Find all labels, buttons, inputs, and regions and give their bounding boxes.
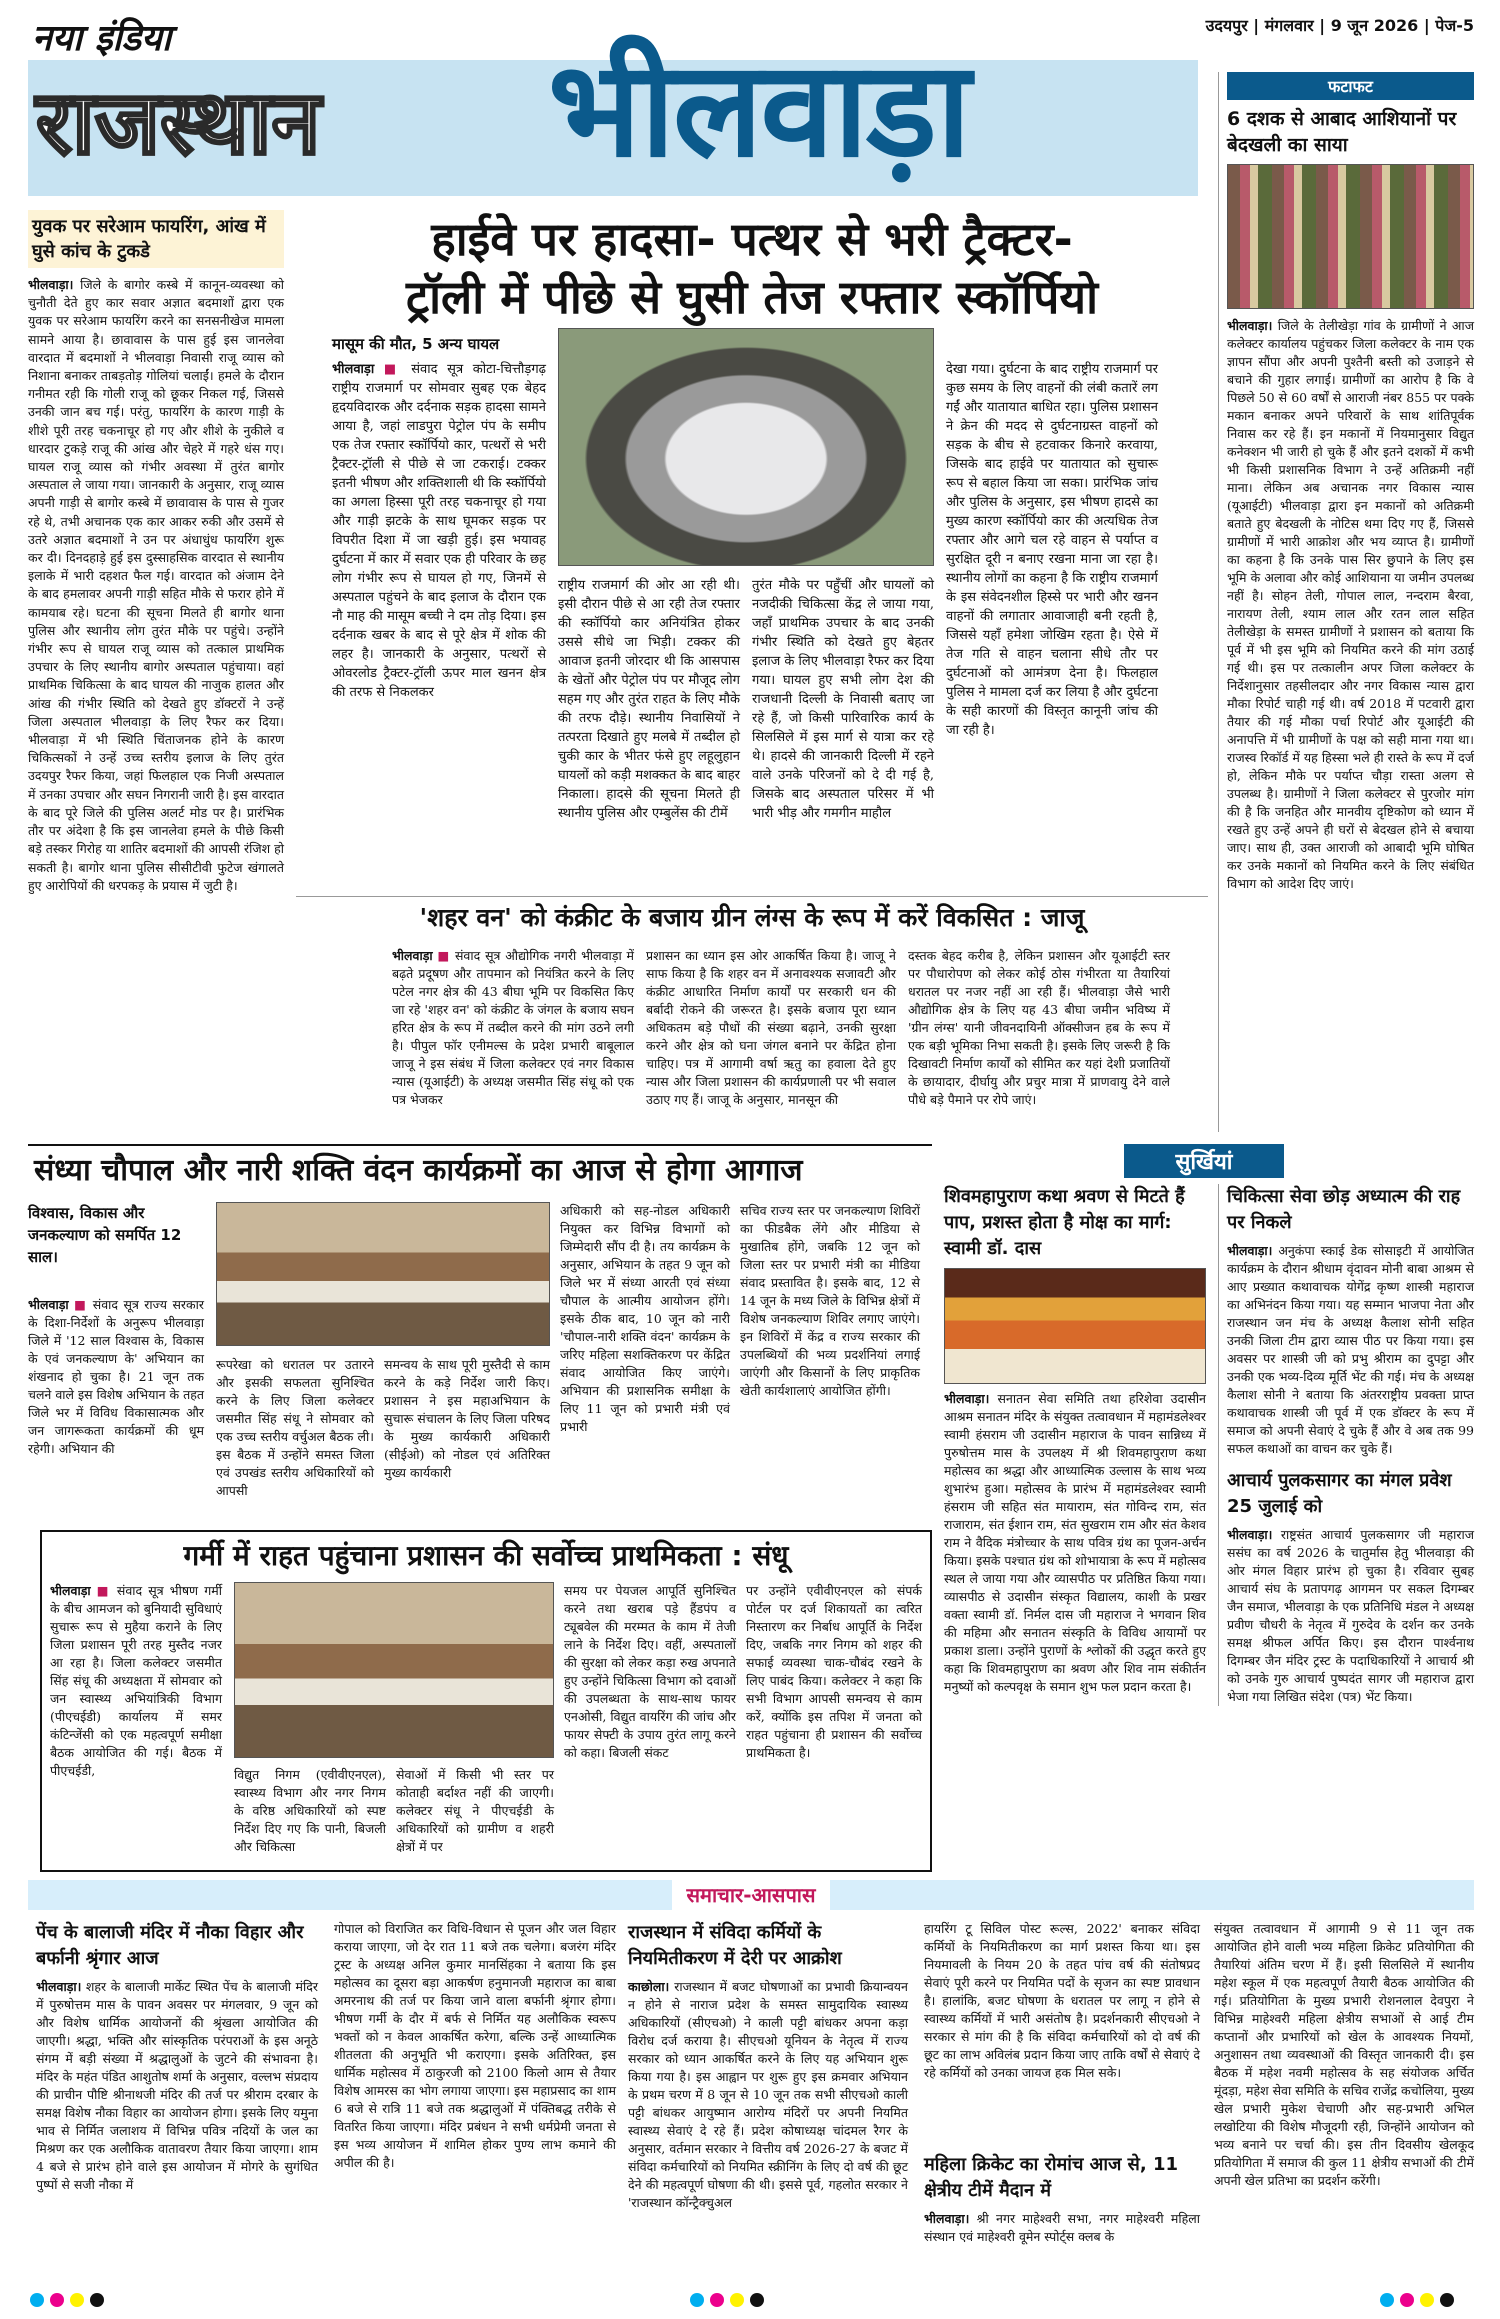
balaji-body-2: गोपाल को विराजित कर विधि-विधान से पूजन और जल विहार कराया जाएगा, जो देर रात 11 बजे तक चलेगा। बजरंग मंदिर ट्रस्ट के अध्यक्ष अनिल कुमार मानसिंहका ने बताया कि इस महोत्सव का दूसरा बड़ा आकर्षण हनुमानजी महाराज का बाबा अमरनाथ की तर्ज पर किया जाने वाला बर्फानी श्रृंगार होगा। भीषण गर्मी के दौर में बर्फ से निर्मित यह अलौकिक स्वरूप भक्तों को न केवल आकर्षित करेगा, बल्कि उन्हें आध्यात्मिक शीतलता की अनुभूति भी कराएगा। इसके अतिरिक्त, इस धार्मिक महोत्सव में ठाकुरजी को 2100 किलो आम से तैयार विशेष आमरस का भोग लगाया जाएगा। इस महाप्रसाद का शाम 6 बजे से रात्रि 11 बजे तक श्रद्धालुओं में पंक्तिबद्ध तरीके से वितरित किया जाएगा। मंदिर प्रबंधन ने सभी धर्मप्रेमी जनता से इस भव्य आयोजन में शामिल होकर पुण्य लाभ कमाने की अपील की है। (334, 1921, 616, 2170)
balaji-body: शहर के बालाजी मार्केट स्थित पेंच के बालाजी मंदिर में पुरुषोत्तम मास के पावन अवसर पर मंगलवार, 9 जून को और विशेष धार्मिक आयोजनों की श्रृंखला आयोजित की जाएगी। श्रद्धा, भक्ति और सांस्कृतिक परंपराओं के इस अनूठे संगम में बड़ी संख्या में श्रद्धालुओं के जुटने की संभावना है। मंदिर के महंत पंडित आशुतोष शर्मा के अनुसार, वल्लभ संप्रदाय की प्राचीन पौष्टि श्रीनाथजी मंदिर की तर्ज पर श्रीराम दरबार के समक्ष विशेष नौका विहार का आयोजन होगा। इसके लिए यमुना भाव से निर्मित जलाशय में विभिन्न पवित्र नदियों के जल का मिश्रण कर एक अलौकिक वातावरण तैयार किया जाएगा। शाम 4 बजे से प्रारंभ होने वाले इस आयोजन में मोगरे के सुगंधित पुष्पों से सजी नौका में (36, 1979, 318, 2192)
source-tag: संवाद सूत्र (116, 1583, 164, 1598)
dateline: भीलवाड़ा (332, 362, 375, 377)
city-title: भीलवाड़ा (548, 33, 969, 187)
garmi-headline: गर्मी में राहत पहुंचाना प्रशासन की सर्वोच्च प्राथमिकता : संधू (183, 1539, 789, 1572)
dateline: भीलवाड़ा। (924, 2211, 970, 2226)
surkhiyan-story-2 (1218, 1184, 1474, 1706)
surkhiyan-tag: सुर्खियां (1124, 1144, 1284, 1178)
lead-story: हाईवे पर हादसा- पत्थर से भरी ट्रैक्टर- ट्रॉली में पीछे से घुसी तेज रफ्तार स्कॉर्पियो मासूम की मौत, 5 अन्य घायल भीलवाड़ा ■ संवाद सूत्र कोटा-चित्तौड़गढ़ राष्ट्रीय राजमार्ग पर सोमवार सुबह एक बेहद हृदयविदारक और दर्दनाक सड़क हादसा सामने आया है, जहां लाडपुरा पेट्रोल पंप के समीप एक तेज रफ्तार स्कॉर्पियो कार, पत्थरों से भरी ट्रैक्टर-ट्रॉली से पीछे से जा टकराई। टक्कर इतनी भीषण और शक्तिशाली थी कि स्कॉर्पियो का अगला हिस्सा पूरी तरह चकनाचूर हो गया और गाड़ी झटके के साथ घूमकर सड़क पर विपरीत दिशा में जा खड़ी हुई। इस भयावह दुर्घटना में कार में सवार एक ही परिवार के छह लोग गंभीर रूप से घायल हो गए, जिनमें से अस्पताल पहुंचने के बाद इलाज के दौरान एक नौ माह की मासूम बच्ची ने दम तोड़ दिया। इस दर्दनाक खबर के बाद से पूरे क्षेत्र में शोक की लहर है। जानकारी के अनुसार, पत्थरों से ओवरलोड ट्रैक्टर-ट्रॉली ऊपर माल खनन क्षेत्र की तरफ से निकलकर राष्ट्रीय राजमार्ग की ओर आ रही थी। इसी दौरान पीछे से आ रही तेज रफ्तार की स्कॉर्पियो कार अनियंत्रित होकर उससे सीधे जा भिड़ी। टक्कर की आवाज इतनी जोरदार थी कि आसपास के खेतों और पेट्रोल पंप पर मौजूद लोग सहम गए और तुरंत राहत के लिए मौके की तरफ दौड़े। स्थानीय निवासियों ने तत्परता दिखाते हुए मलबे में तब्दील हो चुकी कार के भीतर फंसे हुए लहूलुहान घायलों को कड़ी मशक्कत के बाद बाहर निकाला। हादसे की सूचना मिलते ही स्थानीय पुलिस और एम्बुलेंस की टीमें तुरंत मौके पर पहुँचीं और घायलों को नजदीकी चिकित्सा केंद्र ले जाया गया, जहाँ प्राथमिक उपचार के बाद उनकी गंभीर स्थिति को देखते हुए बेहतर इलाज के लिए भीलवाड़ा रैफर कर दिया गया। घायल हुए सभी लोग देश की राजधानी दिल्ली के निवासी बताए जा रहे हैं, जो किसी पारिवारिक कार्य के सिलसिले में इस मार्ग से यात्रा कर रहे थे। हादसे की जानकारी दिल्ली में रहने वाले उनके परिजनों को दे दी गई है, जिसके बाद अस्पताल परिसर में भी भारी भीड़ और गमगीन माहौल देखा गया। दुर्घटना के बाद राष्ट्रीय राजमार्ग पर कुछ समय के लिए वाहनों की लंबी कतारें लग गईं और यातायात बाधित रहा। पुलिस प्रशासन ने क्रेन की मदद से दुर्घटनाग्रस्त वाहनों को सड़क के बीच से हटवाकर किनारे करवाया, जिसके बाद हाईवे पर यातायात को सुचारू रूप से बहाल किया जा सका। प्रारंभिक जांच और पुलिस के अनुसार, इस भीषण हादसे का मुख्य कारण स्कॉर्पियो कार की अत्यधिक तेज रफ्तार और आगे चल रहे वाहन से पर्याप्त व सुरक्षित दूरी न बनाए रखना माना जा रहा है। स्थानीय लोगों का कहना है कि राष्ट्रीय राजमार्ग के इस संवेदनशील हिस्से पर भारी और खनन वाहनों की लगातार आवाजाही बनी रहती है, जिससे यहाँ हमेशा जोखिम रहता है। ऐसे में तेज गति से वाहन चलाना सीधे तौर पर दुर्घटनाओं को आमंत्रण देना है। फिलहाल पुलिस ने मामला दर्ज कर लिया है और दुर्घटना के सही कारणों की विस्तृत कानूनी जांच की जा रही है। (296, 210, 1208, 890)
brand-logo: नया इंडिया (32, 18, 172, 59)
source-tag: संवाद सूत्र (92, 1297, 139, 1312)
sandhya-kicker: विश्वास, विकास और जनकल्याण को समर्पित 12 साल। (28, 1204, 182, 1266)
state-title: राजस्थान (36, 71, 321, 174)
garmi-col-2: विद्युत निगम (एवीवीएनएल), स्वास्थ्य विभाग और नगर निगम के वरिष्ठ अधिकारियों को स्पष्ट निर्देश दिए गए कि पानी, बिजली और चिकित्सा (234, 1767, 386, 1854)
firing-story (28, 210, 284, 1140)
fatafat-headline: 6 दशक से आबाद आशियानों पर बेदखली का साया (1227, 108, 1457, 156)
dateline: भीलवाड़ा। (1227, 1243, 1273, 1258)
aaspaas-tag: समाचार-आसपास (672, 1880, 829, 1910)
lead-col-2: राष्ट्रीय राजमार्ग की ओर आ रही थी। इसी दौरान पीछे से आ रही तेज रफ्तार की स्कॉर्पियो कार अनियंत्रित होकर उससे सीधे जा भिड़ी। टक्कर की आवाज इतनी जोरदार थी कि आसपास के खेतों और पेट्रोल पंप पर मौजूद लोग सहम गए और तुरंत राहत के लिए मौके की तरफ दौड़े। स्थानीय निवासियों ने तत्परता दिखाते हुए मलबे में तब्दील हो चुकी कार के भीतर फंसे हुए लहूलुहान घायलों को कड़ी मशक्कत के बाद बाहर निकाला। हादसे की सूचना मिलते ही स्थानीय पुलिस और एम्बुलेंस की टीमें (558, 578, 740, 821)
garmi-col-5: पर उन्होंने एवीवीएनएल को संपर्क पोर्टल पर दर्ज शिकायतों का त्वरित निस्तारण कर निर्बाध आपूर्ति के निर्देश दिए, जबकि नगर निगम को शहर की सफाई व्यवस्था चाक-चौबंद रखने के लिए पाबंद किया। कलेक्टर ने कहा कि सभी विभाग आपसी समन्वय से काम करें, क्योंकि इस तपिश में जनता को राहत पहुंचाना ही प्रशासन की सर्वोच्च प्राथमिकता है। (746, 1583, 922, 1760)
samvida-body: राजस्थान में बजट घोषणाओं का प्रभावी क्रियान्वयन न होने से नाराज प्रदेश के समस्त सामुदायिक स्वास्थ्य अधिकारियों (सीएचओ) ने काली पट्टी बांधकर अपना कड़ा विरोध दर्ज कराया है। सीएचओ यूनियन के नेतृत्व में राज्य सरकार को ध्यान आकर्षित करने के लिए यह अभियान शुरू किया गया है। इस आह्वान पर शुरू हुए इस क्रमवार अभियान के प्रथम चरण में 8 जून से 10 जून तक सभी सीएचओ काली पट्टी बांधकर आयुष्मान आरोग्य मंदिरों पर अपनी नियमित स्वास्थ्य सेवाएं दे रहे हैं। प्रदेश कोषाध्यक्ष चांदमल रैगर के अनुसार, वर्तमान सरकार ने वित्तीय वर्ष 2026-27 के बजट में संविदा कर्मचारियों को नियमित स्क्रीनिंग के लिए दो वर्ष की छूट देने की महत्वपूर्ण घोषणा की थी। इससे पूर्व, गहलोत सरकार ने 'राजस्थान कॉन्ट्रैक्चुअल (628, 1979, 908, 2210)
lead-col-1: कोटा-चित्तौड़गढ़ राष्ट्रीय राजमार्ग पर सोमवार सुबह एक बेहद हृदयविदारक और दर्दनाक सड़क हादसा सामने आया है, जहां लाडपुरा पेट्रोल पंप के समीप एक तेज रफ्तार स्कॉर्पियो कार, पत्थरों से भरी ट्रैक्टर-ट्रॉली से पीछे से जा टकराई। टक्कर इतनी भीषण और शक्तिशाली थी कि स्कॉर्पियो का अगला हिस्सा पूरी तरह चकनाचूर हो गया और गाड़ी झटके के साथ घूमकर सड़क पर विपरीत दिशा में जा खड़ी हुई। इस भयावह दुर्घटना में कार में सवार एक ही परिवार के छह लोग गंभीर रूप से घायल हो गए, जिनमें से अस्पताल पहुंचने के बाद इलाज के दौरान एक नौ माह की मासूम बच्ची ने दम तोड़ दिया। इस दर्दनाक खबर के बाद से पूरे क्षेत्र में शोक की लहर है। जानकारी के अनुसार, पत्थरों से ओवरलोड ट्रैक्टर-ट्रॉली ऊपर माल खनन क्षेत्र की तरफ से निकलकर (332, 362, 546, 700)
shahar-van-col-1: औद्योगिक नगरी भीलवाड़ा में बढ़ते प्रदूषण और तापमान को नियंत्रित करने के लिए पटेल नगर क्षेत्र की 43 बीघा भूमि पर विकसित किए जा रहे 'शहर वन' को कंक्रीट के जंगल के बजाय सघन हरित क्षेत्र के रूप में तब्दील करने की मांग उठने लगी है। पीपुल फॉर एनीमल्स के प्रदेश प्रभारी बाबूलाल जाजू ने इस संबंध में जिला कलेक्टर एवं नगर विकास न्यास (यूआईटी) के अध्यक्ष जसमीत सिंह संधू को एक पत्र भेजकर (392, 948, 634, 1107)
chikitsa-headline: चिकित्सा सेवा छोड़ अध्यात्म की राह पर निकले (1227, 1186, 1461, 1233)
dateline: भीलवाड़ा (392, 948, 433, 963)
garmi-col-4: समय पर पेयजल आपूर्ति सुनिश्चित करने तथा खराब पड़े हैंडपंप व ट्यूबवेल की मरम्मत के काम में तेजी लाने के निर्देश दिए। वहीं, अस्पतालों की सुरक्षा को लेकर कड़ा रुख अपनाते हुए उन्होंने चिकित्सा विभाग को दवाओं की उपलब्धता के साथ-साथ फायर एनओसी, विद्युत वायरिंग की जांच और फायर सेफ्टी के उपाय तुरंत लागू करने को कहा। बिजली संकट (564, 1583, 736, 1760)
cricket-body: श्री नगर माहेश्वरी सभा, नगर माहेश्वरी महिला संस्थान एवं माहेश्वरी वूमेन स्पोर्ट्स क्लब के (924, 2211, 1200, 2244)
aaspaas-band (28, 1880, 1474, 1910)
dateline: काछोला। (628, 1979, 670, 1994)
dateline: भीलवाड़ा। (36, 1979, 82, 1994)
shahar-van-col-3: दस्तक बेहद करीब है, लेकिन प्रशासन और यूआईटी स्तर पर पौधारोपण को लेकर कोई ठोस गंभीरता या तैयारियां धरातल पर नजर नहीं आ रही हैं। भीलवाड़ा जैसे भारी औद्योगिक क्षेत्र के लिए यह 43 बीघा जमीन भविष्य में 'ग्रीन लंग्स' यानी जीवनदायिनी ऑक्सीजन हब के रूप में एक बड़ी भूमिका निभा सकती है। इसके लिए जरूरी है कि दिखावटी निर्माण कार्यों को सीमित कर यहां देशी प्रजातियों के छायादार, दीर्घायु और प्रचुर मात्रा में प्राणवायु देने वाले पौधे बड़े पैमाने पर रोपे जाएं। (908, 948, 1170, 1107)
fatafat-photo (1227, 164, 1474, 309)
accident-photo (558, 328, 934, 566)
firing-headline: युवक पर सरेआम फायरिंग, आंख में घुसे कांच के टुकडे (28, 210, 284, 268)
shahar-van-story: 'शहर वन' को कंक्रीट के बजाय ग्रीन लंग्स के रूप में करें विकसित : जाजू भीलवाड़ा ■ संवाद सूत्र औद्योगिक नगरी भीलवाड़ा में बढ़ते प्रदूषण और तापमान को नियंत्रित करने के लिए पटेल नगर क्षेत्र की 43 बीघा भूमि पर विकसित किए जा रहे 'शहर वन' को कंक्रीट के जंगल के बजाय सघन हरित क्षेत्र के रूप में तब्दील करने की मांग उठने लगी है। पीपुल फॉर एनीमल्स के प्रदेश प्रभारी बाबूलाल जाजू ने इस संबंध में जिला कलेक्टर एवं नगर विकास न्यास (यूआईटी) के अध्यक्ष जसमीत सिंह संधू को एक पत्र भेजकर प्रशासन का ध्यान इस ओर आकर्षित किया है। जाजू ने साफ किया है कि शहर वन में अनावश्यक सजावटी और कंक्रीट आधारित निर्माण कार्यों पर सरकारी धन की बर्बादी रोकने की जरूरत है। इसके बजाय पूरा ध्यान अधिकतम बड़े पौधों की संख्या बढ़ाने, उनकी सुरक्षा करने और क्षेत्र को घना जंगल बनाने पर केंद्रित होना चाहिए। पत्र में आगामी वर्षा ऋतु का हवाला देते हुए न्यास और जिला प्रशासन की कार्यप्रणाली पर भी सवाल उठाए गए हैं। जाजू के अनुसार, मानसून की दस्तक बेहद करीब है, लेकिन प्रशासन और यूआईटी स्तर पर पौधारोपण को लेकर कोई ठोस गंभीरता या तैयारियां धरातल पर नजर नहीं आ रही हैं। भीलवाड़ा जैसे भारी औद्योगिक क्षेत्र के लिए यह 43 बीघा जमीन भविष्य में 'ग्रीन लंग्स' यानी जीवनदायिनी ऑक्सीजन हब के रूप में एक बड़ी भूमिका निभा सकती है। इसके लिए जरूरी है कि दिखावटी निर्माण कार्यों को सीमित कर यहां देशी प्रजातियों के छायादार, दीर्घायु और प्रचुर मात्रा में प्राणवायु देने वाले पौधे बड़े पैमाने पर रोपे जाएं। (296, 896, 1208, 1136)
meeting-photo (216, 1202, 550, 1346)
sandhya-col-1: राज्य सरकार के दिशा-निर्देशों के अनुरूप भीलवाड़ा जिले में '12 साल विश्वास के, विकास के एवं जनकल्याण के' अभियान का शंखनाद हो चुका है। 21 जून तक चलने वाले इस विशेष अभियान के तहत जिले भर में विविध विकासात्मक और जन जागरूकता कार्यक्रमों की धूम रहेगी। अभियान की (28, 1297, 204, 1456)
shahar-van-col-2: प्रशासन का ध्यान इस ओर आकर्षित किया है। जाजू ने साफ किया है कि शहर वन में अनावश्यक सजावटी और कंक्रीट आधारित निर्माण कार्यों पर सरकारी धन की बर्बादी रोकने की जरूरत है। इसके बजाय पूरा ध्यान अधिकतम बड़े पौधों की संख्या बढ़ाने, उनकी सुरक्षा करने और क्षेत्र को घना जंगल बनाने पर केंद्रित होना चाहिए। पत्र में आगामी वर्षा ऋतु का हवाला देते हुए न्यास और जिला प्रशासन की कार्यप्रणाली पर भी सवाल उठाए गए हैं। जाजू के अनुसार, मानसून की (646, 948, 896, 1107)
registration-marks-right (1380, 2292, 1460, 2311)
balaji-headline: पेंच के बालाजी मंदिर में नौका विहार और बर्फानी श्रृंगार आज (36, 1922, 304, 1969)
lead-col-3: तुरंत मौके पर पहुँचीं और घायलों को नजदीकी चिकित्सा केंद्र ले जाया गया, जहाँ प्राथमिक उपचार के बाद उनकी गंभीर स्थिति को देखते हुए बेहतर इलाज के लिए भीलवाड़ा रैफर कर दिया गया। घायल हुए सभी लोग देश की राजधानी दिल्ली के निवासी बताए जा रहे हैं, जो किसी पारिवारिक कार्य के सिलसिले में इस मार्ग से यात्रा कर रहे थे। हादसे की जानकारी दिल्ली में रहने वाले उनके परिजनों को दे दी गई है, जिसके बाद अस्पताल परिसर में भी भारी भीड़ और गमगीन माहौल (752, 578, 934, 821)
sandhya-story: संध्या चौपाल और नारी शक्ति वंदन कार्यक्रमों का आज से होगा आगाज विश्वास, विकास और जनकल्याण को समर्पित 12 साल। भीलवाड़ा ■ संवाद सूत्र राज्य सरकार के दिशा-निर्देशों के अनुरूप भीलवाड़ा जिले में '12 साल विश्वास के, विकास के एवं जनकल्याण के' अभियान का शंखनाद हो चुका है। 21 जून तक चलने वाले इस विशेष अभियान के तहत जिले भर में विविध विकासात्मक और जन जागरूकता कार्यक्रमों की धूम रहेगी। अभियान की रूपरेखा को धरातल पर उतारने और इसकी सफलता सुनिश्चित करने के लिए जिला कलेक्टर जसमीत सिंह संधू ने सोमवार को एक उच्च स्तरीय वर्चुअल बैठक ली। इस बैठक में उन्होंने समस्त जिला एवं उपखंड स्तरीय अधिकारियों को आपसी समन्वय के साथ पूरी मुस्तैदी से काम करने के कड़े निर्देश जारी किए। प्रशासन ने इस महाअभियान के सुचारू संचालन के लिए जिला परिषद के मुख्य कार्यकारी अधिकारी (सीईओ) को नोडल एवं अतिरिक्त मुख्य कार्यकारी अधिकारी को सह-नोडल अधिकारी नियुक्त कर विभिन्न विभागों को जिम्मेदारी सौंप दी है। तय कार्यक्रम के अनुसार, अभियान के तहत 9 जून को जिले भर में संध्या आरती एवं संध्या चौपाल के आत्मीय आयोजन होंगे। इसके ठीक बाद, 10 जून को नारी 'चौपाल-नारी शक्ति वंदन' कार्यक्रम के जरिए महिला सशक्तिकरण पर केंद्रित संवाद आयोजित किए जाएंगे। अभियान की प्रशासनिक समीक्षा के लिए 11 जून को प्रभारी मंत्री एवं प्रभारी सचिव राज्य स्तर पर जनकल्याण शिविरों का फीडबैक लेंगे और मीडिया से मुखातिब होंगे, जबकि 12 जून को जिला स्तर पर प्रभारी मंत्री का मीडिया संवाद प्रस्तावित है। इसके बाद, 12 से 14 जून के मध्य जिले के विभिन्न क्षेत्रों में विशेष जनकल्याण शिविर लगाए जाएंगे। इन शिविरों में केंद्र व राज्य सरकार की उपलब्धियों की भव्य प्रदर्शनियां लगाई जाएंगी और किसानों के लिए प्राकृतिक खेती कार्यशालाएं आयोजित होंगी। (28, 1144, 932, 1524)
source-tag: संवाद सूत्र (454, 948, 501, 963)
sandhya-col-3: समन्वय के साथ पूरी मुस्तैदी से काम करने के कड़े निर्देश जारी किए। प्रशासन ने इस महाअभियान के सुचारू संचालन के लिए जिला परिषद के मुख्य कार्यकारी अधिकारी (सीईओ) को नोडल एवं अतिरिक्त मुख्य कार्यकारी (384, 1357, 551, 1480)
source-tag: संवाद सूत्र (411, 362, 464, 377)
dateline: भीलवाड़ा। (1227, 1527, 1273, 1542)
registration-marks-left (30, 2292, 110, 2311)
lead-headline-1: हाईवे पर हादसा- पत्थर से भरी ट्रैक्टर- (431, 212, 1073, 266)
samvida-body-2: हायरिंग टू सिविल पोस्ट रूल्स, 2022' बनाकर संविदा कर्मियों के नियमितीकरण का मार्ग प्रशस्त किया था। इस नियमावली के नियम 20 के तहत पांच वर्ष की संतोषप्रद सेवाएं पूरी करने पर नियमित पदों के सृजन का स्पष्ट प्रावधान है। हालांकि, बजट घोषणा के धरातल पर लागू न होने से स्वास्थ्य कर्मियों में भारी असंतोष है। प्रदर्शनकारी सीएचओ ने सरकार से मांग की है कि संविदा कर्मचारियों को दो वर्ष की छूट का लाभ अविलंब प्रदान किया जाए ताकि वर्षों से सेवाएं दे रहे कर्मियों को उनका जायज हक मिल सके। (924, 1921, 1200, 2080)
sandhya-col-4: अधिकारी को सह-नोडल अधिकारी नियुक्त कर विभिन्न विभागों को जिम्मेदारी सौंप दी है। तय कार्यक्रम के अनुसार, अभियान के तहत 9 जून को जिले भर में संध्या आरती एवं संध्या चौपाल के आत्मीय आयोजन होंगे। इसके ठीक बाद, 10 जून को नारी 'चौपाल-नारी शक्ति वंदन' कार्यक्रम के जरिए महिला सशक्तिकरण पर केंद्रित संवाद आयोजित किए जाएंगे। अभियान की प्रशासनिक समीक्षा के लिए 11 जून को प्रभारी मंत्री एवं प्रभारी (560, 1203, 730, 1434)
aaspaas-story-1 (36, 1920, 616, 2192)
aaspaas-section (28, 1880, 1474, 2280)
dateline: भीलवाड़ा (28, 1297, 69, 1312)
fatafat-tag: फटाफट (1227, 72, 1474, 100)
fatafat-column (1218, 72, 1474, 1132)
garmi-col-1: भीषण गर्मी के बीच आमजन को बुनियादी सुविधाएं सुचारू रूप से मुहैया कराने के लिए जिला प्रशासन पूरी तरह मुस्तैद नजर आ रहा है। जिला कलेक्टर जसमीत सिंह संधू की अध्यक्षता में सोमवार को जन स्वास्थ्य अभियांत्रिकी विभाग (पीएचईडी) कार्यालय में समर कंटिन्जेंसी को एक महत्वपूर्ण समीक्षा बैठक आयोजित की गई। बैठक में पीएचईडी, (50, 1583, 222, 1778)
cricket-body-2: संयुक्त तत्वावधान में आगामी 9 से 11 जून तक आयोजित होने वाली भव्य महिला क्रिकेट प्रतियोगिता की तैयारियां अंतिम चरण में हैं। इसी सिलसिले में स्थानीय महेश स्कूल में एक महत्वपूर्ण तैयारी बैठक आयोजित की गई। प्रतियोगिता के मुख्य प्रभारी रोशनलाल देवपुरा ने विभिन्न माहेश्वरी महिला क्षेत्रीय सभाओं से आई टीम कप्तानों और प्रभारियों को खेल के आवश्यक नियमों, अनुशासन तथा व्यवस्थाओं की विस्तृत जानकारी दी। इस बैठक में महेश नवमी महोत्सव के सह संयोजक अर्चित मूंदड़ा, महेश सेवा समिति के सचिव राजेंद्र कचोलिया, मुख्य खेल प्रभारी मुकेश चेचाणी और सह-प्रभारी अभिल लखोटिया की विशेष मौजूदगी रही, जिन्होंने आयोजन को भव्य बनाने पर चर्चा की। इस तीन दिवसीय खेलकूद प्रतियोगिता में समाज की कुल 11 क्षेत्रीय सभाओं की टीमें अपनी खेल प्रतिभा का प्रदर्शन करेंगी। (1214, 1921, 1474, 2188)
dateline: भीलवाड़ा (50, 1583, 91, 1598)
sandhya-headline: संध्या चौपाल और नारी शक्ति वंदन कार्यक्रमों का आज से होगा आगाज (34, 1153, 803, 1188)
cricket-headline: महिला क्रिकेट का रोमांच आज से, 11 क्षेत्रीय टीमें मैदान में (924, 2154, 1179, 2201)
aaspaas-story-2 (628, 1920, 1208, 2244)
lead-col-4: देखा गया। दुर्घटना के बाद राष्ट्रीय राजमार्ग पर कुछ समय के लिए वाहनों की लंबी कतारें लग गईं और यातायात बाधित रहा। पुलिस प्रशासन ने क्रेन की मदद से दुर्घटनाग्रस्त वाहनों को सड़क के बीच से हटवाकर किनारे करवाया, जिसके बाद हाईवे पर यातायात को सुचारू रूप से बहाल किया जा सका। प्रारंभिक जांच और पुलिस के अनुसार, इस भीषण हादसे का मुख्य कारण स्कॉर्पियो कार की अत्यधिक तेज रफ्तार और आगे चल रहे वाहन से पर्याप्त व सुरक्षित दूरी न बनाए रखना माना जा रहा है। स्थानीय लोगों का कहना है कि राष्ट्रीय राजमार्ग के इस संवेदनशील हिस्से पर भारी और खनन वाहनों की लगातार आवाजाही बनी रहती है, जिससे यहाँ हमेशा जोखिम रहता है। ऐसे में तेज गति से वाहन चलाना सीधे तौर पर दुर्घटनाओं को आमंत्रण देना है। फिलहाल पुलिस ने मामला दर्ज कर लिया है और दुर्घटना के सही कारणों की विस्तृत कानूनी जांच की जा रही है। (946, 362, 1158, 738)
dateline: भीलवाड़ा। (28, 277, 74, 292)
dateline: भीलवाड़ा। (944, 1391, 990, 1406)
sandhya-col-5: सचिव राज्य स्तर पर जनकल्याण शिविरों का फीडबैक लेंगे और मीडिया से मुखातिब होंगे, जबकि 12 जून को जिला स्तर पर प्रभारी मंत्री का मीडिया संवाद प्रस्तावित है। इसके बाद, 12 से 14 जून के मध्य जिले के विभिन्न क्षेत्रों में विशेष जनकल्याण शिविर लगाए जाएंगे। इन शिविरों में केंद्र व राज्य सरकार की उपलब्धियों की भव्य प्रदर्शनियां लगाई जाएंगी और किसानों के लिए प्राकृतिक खेती कार्यशालाएं आयोजित होंगी। (740, 1203, 920, 1398)
firing-body: जिले के बागोर कस्बे में कानून-व्यवस्था को चुनौती देते हुए कार सवार अज्ञात बदमाशों द्वारा एक युवक पर सरेआम फायरिंग करने का सनसनीखेज मामला सामने आया है। छावावास के पास हुई इस जानलेवा वारदात में बदमाशों ने भीलवाड़ा निवासी राजू व्यास को निशाना बनाकर ताबड़तोड़ गोलियां चलाईं। हमले के दौरान गनीमत रही कि गोली राजू को छूकर निकल गई, जिससे उनकी जान बच गई। परंतु, फायरिंग के कारण गाड़ी के शीशे पूरी तरह चकनाचूर हो गए और शीशे के नुकीले व धारदार टुकड़े राजू की आंख और चेहरे में गहरे धंस गए। घायल राजू व्यास को गंभीर अवस्था में तुरंत बागोर अस्पताल ले जाया गया। जानकारी के अनुसार, राजू व्यास अपनी गाड़ी से बागोर कस्बे में छावावास के पास से गुजर रहे थे, तभी अचानक एक कार आकर रुकी और उसमें से उतरे अज्ञात बदमाशों ने उन पर अंधाधुंध फायरिंग शुरू कर दी। दिनदहाड़े हुई इस दुस्साहसिक वारदात से स्थानीय इलाके में भारी दहशत फैल गई। वारदात को अंजाम देने के बाद हमलावर अपनी गाड़ी सहित मौके से फरार होने में कामयाब रहे। घटना की सूचना मिलते ही बागोर थाना पुलिस और स्थानीय लोग तुरंत मौके पर पहुंचे। उन्होंने गंभीर रूप से घायल राजू व्यास को तत्काल प्राथमिक उपचार के लिए स्थानीय बागोर अस्पताल पहुंचाया। वहां प्राथमिक चिकित्सा के बाद घायल की नाजुक हालत और आंख की गंभीर स्थिति को देखते हुए डॉक्टरों ने उन्हें जिला अस्पताल भीलवाड़ा के लिए रैफर कर दिया। भीलवाड़ा में भी स्थिति चिंताजनक होने के कारण चिकित्सकों ने उन्हें उच्च स्तरीय इलाज के लिए तुरंत उदयपुर रैफर किया, जहां फिलहाल एक निजी अस्पताल में उनका उपचार और सघन निगरानी जारी है। इस वारदात के बाद पूरे जिले की पुलिस अलर्ट मोड पर है। प्रारंभिक तौर पर अंदेशा है कि इस जानलेवा हमले के पीछे किसी बड़े तस्कर गिरोह या शातिर बदमाशों की आपसी रंजिश हो सकती है। बागोर थाना पुलिस सीसीटीवी फुटेज खंगालते हुए आरोपियों की धरपकड़ के प्रयास में जुटी है। (28, 277, 284, 893)
pulaksagar-body: राष्ट्रसंत आचार्य पुलकसागर जी महाराज ससंघ का वर्ष 2026 के चातुर्मास हेतु भीलवाड़ा की ओर मंगल विहार प्रारंभ हो चुका है। रविवार सुबह आचार्य संघ के प्रतापगढ़ आगमन पर सकल दिगम्बर जैन समाज, भीलवाड़ा के एक प्रतिनिधि मंडल ने अध्यक्ष प्रवीण चौधरी के नेतृत्व में गुरुदेव के दर्शन कर उनके समक्ष श्रीफल अर्पित किए। इस दौरान पार्श्वनाथ दिगम्बर जैन मंदिर ट्रस्ट के पदाधिकारियों ने आचार्य श्री को उनके गुरु आचार्य पुष्पदंत सागर जी महाराज द्वारा भेजा गया लिखित संदेश (पत्र) भेंट किया। (1227, 1527, 1474, 1704)
pulaksagar-headline: आचार्य पुलकसागर का मंगल प्रवेश 25 जुलाई को (1227, 1470, 1452, 1517)
surkhiyan-story-1 (944, 1184, 1206, 1872)
date-line: उदयपुर | मंगलवार | 9 जून 2026 | पेज-5 (1205, 16, 1474, 35)
chikitsa-body: अनुकंपा स्काई डेक सोसाइटी में आयोजित कार्यक्रम के दौरान श्रीधाम वृंदावन मोनी बाबा आश्रम से आए प्रख्यात कथावाचक योगेंद्र कृष्ण शास्त्री महाराज का अभिनंदन किया गया। यह सम्मान भाजपा नेता और राजस्थान जन मंच के अध्यक्ष कैलाश सोनी सहित उनकी जिला टीम द्वारा व्यास पीठ पर किया गया। इस अवसर पर शास्त्री जी को प्रभु श्रीराम का दुपट्टा और उनकी एक भव्य-दिव्य मूर्ति भेंट की गई। मंच के अध्यक्ष कैलाश सोनी ने बताया कि अंतरराष्ट्रीय प्रवक्ता प्राप्त कथावाचक शास्त्री जी पूर्व में एक डॉक्टर के रूप में समाज को अपनी सेवाएं दे चुके हैं और वे अब तक 99 सफल कथाओं का वाचन कर चुके हैं। (1227, 1243, 1474, 1456)
review-meeting-photo (234, 1582, 554, 1758)
dateline: भीलवाड़ा। (1227, 318, 1273, 333)
samvida-headline: राजस्थान में संविदा कर्मियों के नियमितीकरण में देरी पर आक्रोश (628, 1922, 842, 1969)
shivmahapuran-headline: शिवमहापुराण कथा श्रवण से मिटते हैं पाप, प्रशस्त होता है मोक्ष का मार्ग: स्वामी डॉ. दास (944, 1186, 1185, 1259)
fatafat-body: जिले के तेलीखेड़ा गांव के ग्रामीणों ने आज कलेक्टर कार्यालय पहुंचकर जिला कलेक्टर के नाम एक ज्ञापन सौंपा और अपनी पुश्तैनी बस्ती को उजाड़ने से बचाने की गुहार लगाई। ग्रामीणों का आरोप है कि वे पिछले 50 से 60 वर्षों से आराजी नंबर 855 पर पक्के मकान बनाकर अपने परिवारों के साथ शांतिपूर्वक निवास कर रहे हैं। इन मकानों में नियमानुसार विद्युत कनेक्शन भी जारी हो चुके हैं और इतने दशकों में कभी भी किसी प्रशासनिक विभाग ने उन्हें अतिक्रमी नहीं माना। लेकिन अब अचानक नगर विकास न्यास (यूआईटी) भीलवाड़ा द्वारा इन मकानों को अतिक्रमी बताते हुए बेदखली के नोटिस थमा दिए गए हैं, जिससे ग्रामीणों में भारी आक्रोश और भय व्याप्त है। ग्रामीणों का कहना है कि उनके पास सिर छुपाने के लिए इस भूमि के अलावा और कोई आशियाना या जमीन उपलब्ध नहीं है। सोहन तेली, गोपाल लाल, नन्दराम बैरवा, नारायण तेली, श्याम लाल और रतन लाल सहित तेलीखेड़ा के समस्त ग्रामीणों ने प्रशासन को बताया कि पूर्व में भी इस भूमि को नियमित करने की मांग उठाई गई थी। इस पर तत्कालीन अपर जिला कलेक्टर के निर्देशानुसार तहसीलदार और नगर विकास न्यास द्वारा मौका रिपोर्ट चाही गई थी। वर्ष 2018 में पटवारी द्वारा तैयार की गई मौका पर्चा रिपोर्ट और यूआईटी की अनापत्ति में भी ग्रामीणों के पक्ष को सही माना गया था। राजस्व रिकॉर्ड में यह हिस्सा भले ही रास्ते के रूप में दर्ज हो, लेकिन मौके पर पर्याप्त चौड़ा रास्ता अलग से उपलब्ध है। ग्रामीणों ने जिला कलेक्टर से पुरजोर मांग की है कि जनहित और मानवीय दृष्टिकोण को ध्यान में रखते हुए उन्हें अपने ही घरों से बेदखल होने से बचाया जाए। साथ ही, उक्त आराजी को आबादी भूमि घोषित कर उनके मकानों को नियमित करने के लिए संबंधित विभाग को आदेश दिए जाएं। (1227, 318, 1474, 891)
sandhya-col-2: रूपरेखा को धरातल पर उतारने और इसकी सफलता सुनिश्चित करने के लिए जिला कलेक्टर जसमीत सिंह संधू ने सोमवार को एक उच्च स्तरीय वर्चुअल बैठक ली। इस बैठक में उन्होंने समस्त जिला एवं उपखंड स्तरीय अधिकारियों को आपसी (216, 1357, 374, 1498)
katha-photo (944, 1268, 1206, 1384)
garmi-col-3: सेवाओं में किसी भी स्तर पर कोताही बर्दाश्त नहीं की जाएगी। कलेक्टर संधू ने पीएचईडी के अधिकारियों को ग्रामीण व शहरी क्षेत्रों में पर (396, 1767, 554, 1854)
lead-subhead: मासूम की मौत, 5 अन्य घायल (332, 335, 500, 353)
lead-headline-2: ट्रॉली में पीछे से घुसी तेज रफ्तार स्कॉर्पियो (405, 270, 1099, 324)
shivmahapuran-body: सनातन सेवा समिति तथा हरिशेवा उदासीन आश्रम सनातन मंदिर के संयुक्त तत्वावधान में महामंडलेश्वर स्वामी हंसराम जी उदासीन महाराज के पावन सान्निध्य में पुरुषोत्तम मास के उपलक्ष्य में श्री शिवमहापुराण कथा महोत्सव का श्रद्धा और आध्यात्मिक उल्लास के साथ भव्य शुभारंभ हुआ। महोत्सव के प्रारंभ में महामंडलेश्वर स्वामी हंसराम जी सहित संत मायाराम, संत गोविन्द राम, संत राजाराम, संत ईशान राम, संत सुखराम राम और संत केशव राम ने वैदिक मंत्रोच्चार के साथ पवित्र ग्रंथ का पूजन-अर्चन किया। इसके पश्चात ग्रंथ को शोभायात्रा के रूप में महोत्सव स्थल ले जाया गया और व्यासपीठ पर प्रतिष्ठित किया गया। व्यासपीठ से उदासीन संस्कृत विद्यालय, काशी के प्रखर वक्ता स्वामी डॉ. निर्मल दास जी महाराज ने भगवान शिव की महिमा और सनातन संस्कृति के विविध आयामों पर प्रकाश डाला। उन्होंने पुराणों के श्लोकों की उद्धृत करते हुए कहा कि शिवमहापुराण का श्रवण और शिव नाम संकीर्तन मनुष्यों को कल्पवृक्ष के समान शुभ फल प्रदान करता है। (944, 1391, 1206, 1694)
surkhiyan-section (944, 1144, 1474, 1872)
registration-marks-center (690, 2292, 770, 2311)
shahar-van-headline: 'शहर वन' को कंक्रीट के बजाय ग्रीन लंग्स के रूप में करें विकसित : जाजू (419, 903, 1085, 932)
garmi-story: गर्मी में राहत पहुंचाना प्रशासन की सर्वोच्च प्राथमिकता : संधू भीलवाड़ा ■ संवाद सूत्र भीषण गर्मी के बीच आमजन को बुनियादी सुविधाएं सुचारू रूप से मुहैया कराने के लिए जिला प्रशासन पूरी तरह मुस्तैद नजर आ रहा है। जिला कलेक्टर जसमीत सिंह संधू की अध्यक्षता में सोमवार को जन स्वास्थ्य अभियांत्रिकी विभाग (पीएचईडी) कार्यालय में समर कंटिन्जेंसी को एक महत्वपूर्ण समीक्षा बैठक आयोजित की गई। बैठक में पीएचईडी, विद्युत निगम (एवीवीएनएल), स्वास्थ्य विभाग और नगर निगम के वरिष्ठ अधिकारियों को स्पष्ट निर्देश दिए गए कि पानी, बिजली और चिकित्सा सेवाओं में किसी भी स्तर पर कोताही बर्दाश्त नहीं की जाएगी। कलेक्टर संधू ने पीएचईडी के अधिकारियों को ग्रामीण व शहरी क्षेत्रों में पर समय पर पेयजल आपूर्ति सुनिश्चित करने तथा खराब पड़े हैंडपंप व ट्यूबवेल की मरम्मत के काम में तेजी लाने के निर्देश दिए। वहीं, अस्पतालों की सुरक्षा को लेकर कड़ा रुख अपनाते हुए उन्होंने चिकित्सा विभाग को दवाओं की उपलब्धता के साथ-साथ फायर एनओसी, विद्युत वायरिंग की जांच और फायर सेफ्टी के उपाय तुरंत लागू करने को कहा। बिजली संकट पर उन्होंने एवीवीएनएल को संपर्क पोर्टल पर दर्ज शिकायतों का त्वरित निस्तारण कर निर्बाध आपूर्ति के निर्देश दिए, जबकि नगर निगम को शहर की सफाई व्यवस्था चाक-चौबंद रखने के लिए पाबंद किया। कलेक्टर ने कहा कि सभी विभाग आपसी समन्वय से काम करें, क्योंकि इस तपिश में जनता को राहत पहुंचाना ही प्रशासन की सर्वोच्च प्राथमिकता है। (40, 1530, 932, 1872)
